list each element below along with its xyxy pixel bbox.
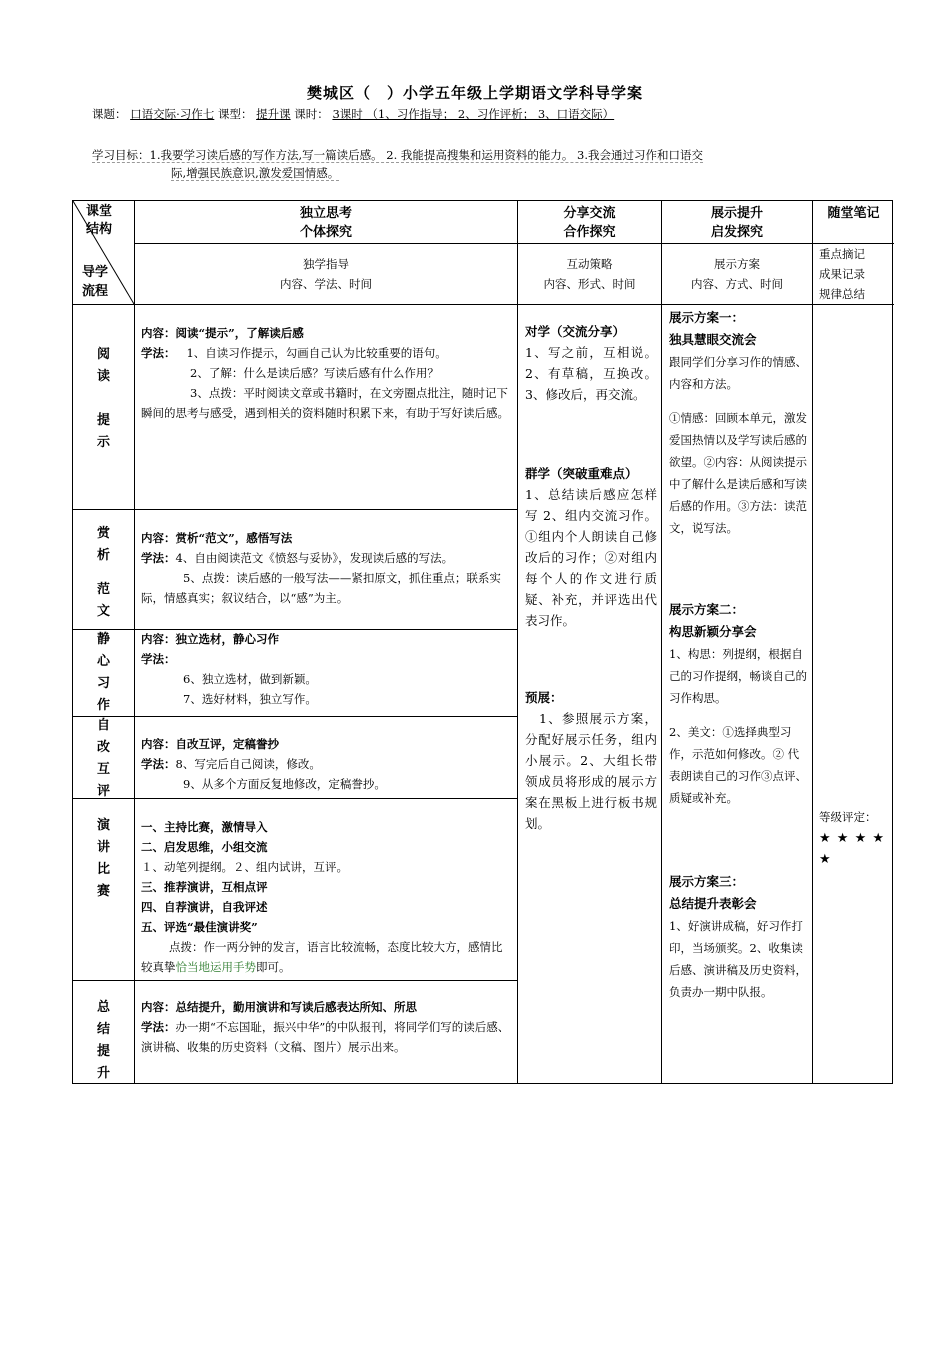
topic-label: 课题： xyxy=(92,107,127,121)
corner-structure-label: 课堂 结构 xyxy=(85,204,112,237)
subheader-interaction: 互动策略 内容、形式、时间 xyxy=(543,257,636,291)
appreciate-content: 内容：赏析“范文”，感悟写法 学法：4、自由阅读范文《愤怒与妥协》，发现读后感的写法。 5、点拨：读后感的一般写法——紧扣原文，抓住重点；联系实际，情感真实；叙议结合，以“感”为主。 xyxy=(141,531,501,605)
page-title: 樊城区（ ）小学五年级上学期语文学科导学案 xyxy=(306,84,643,102)
lesson-meta xyxy=(92,106,614,122)
grade-label: 等级评定： xyxy=(819,810,877,824)
header-share: 分享交流 合作探究 xyxy=(563,206,616,240)
row-label-speech: 演 讲 比 赛 xyxy=(96,818,110,899)
group-study-block: 群学（突破重难点） 1、总结读后感应怎样写 2、组内交流习作。①组内个人朗读自己修改后的习作；②对组内每个人的作文进行质疑、补充，并评选出代表习作。 xyxy=(525,466,657,628)
subheader-scheme: 展示方案 内容、方式、时间 xyxy=(691,257,783,291)
hours-value: 3课时 （1、习作指导； 2、习作评析； 3、口语交际） xyxy=(332,107,615,121)
hours-label: 课时： xyxy=(294,107,329,121)
row-label-reading: 阅 读 提 示 xyxy=(96,347,110,450)
row-label-writing: 静 心 习 作 xyxy=(96,632,110,713)
summary-content: 内容：总结提升，勤用演讲和写读后感表达所知、所思 学法：办一期“不忘国耻，振兴中华”的中队报刊，将同学们写的读后感、演讲稿、收集的历史资料（文稿、图片）展示出来。 xyxy=(141,1000,510,1054)
reading-content: 内容：阅读“提示”，了解读后感 学法： 1、自读习作提示，勾画自己认为比较重要的语句。 2、了解：什么是读后感？写读后感有什么作用？ 3、点拨：平时阅读文章或书籍时，在文旁圈点批注，随时记下瞬间的思考与感受，遇到相关的资料随时积累下来，有助于写好读后感。 xyxy=(141,326,509,420)
topic-value: 口语交际·习作七 xyxy=(130,107,215,121)
display-scheme-1: 展示方案一： 独具慧眼交流会 跟同学们分享习作的情感、内容和方法。 ①情感：回顾本单元，激发爱国热情以及学写读后感的欲望。②内容：从阅读提示中了解什么是读后感和写读后感的作用。③方法：读范文，说写法。 xyxy=(669,310,807,535)
corner-flow-label: 导学 流程 xyxy=(81,265,108,299)
row-label-summary: 总 结 提 升 xyxy=(96,1000,110,1081)
subheader-notes: 重点摘记 成果记录 规律总结 xyxy=(819,247,865,301)
lesson-table xyxy=(72,200,893,1084)
type-value: 提升课 xyxy=(256,107,291,121)
type-label: 课型： xyxy=(217,107,253,121)
grade-stars: ★ ★ ★ ★ ★ xyxy=(819,831,886,867)
gesture-highlight: 恰当地运用手势 xyxy=(175,960,256,974)
pair-study-block: 对学（交流分享） 1、写之前，互相说。2、有草稿，互换改。3、修改后，再交流。 xyxy=(525,324,657,402)
pre-display-block: 预展： 1、参照展示方案，分配好展示任务，组内小展示。2、大组长带领成员将形成的展示方案在黑板上进行板书规划。 xyxy=(525,690,657,831)
header-notes: 随堂笔记 xyxy=(827,206,880,221)
row-label-revise: 自 改 互 评 xyxy=(96,718,110,799)
goals-line-2: 际,增强民族意识,激发爱国情感。 xyxy=(171,166,340,180)
display-scheme-3: 展示方案三： 总结提升表彰会 1、好演讲成稿，好习作打印，当场颁奖。2、收集读后感、演讲稿及历史资料，负责办一期中队报。 xyxy=(669,874,807,999)
speech-content: 一、主持比赛，激情导入 二、启发思维，小组交流 １、动笔列提纲。２、组内试讲，互评。 三、推荐演讲，互相点评 四、自荐演讲，自我评述 五、评选“最佳演讲奖” 点拨：作一两分钟的发言，语言比较流畅，态度比较大方，感情比较真挚恰当地运用手势即可。 xyxy=(141,820,503,974)
learning-goals xyxy=(92,146,872,182)
goals-line-1: 学习目标：1.我要学习读后感的写作方法,写一篇读后感。 2. 我能提高搜集和运用资料的能力。 3.我会通过习作和口语交 xyxy=(92,148,704,162)
revise-content: 内容：自改互评，定稿誊抄 学法：8、写完后自己阅读，修改。 9、从多个方面反复地修改，定稿誊抄。 xyxy=(141,737,386,791)
header-display: 展示提升 启发探究 xyxy=(710,206,763,240)
display-scheme-2: 展示方案二： 构思新颖分享会 1、构思：列提纲，根据自己的习作提纲，畅谈自己的习作构思。 2、美文：①选择典型习作，示范如何修改。② 代表朗读自己的习作③点评、质疑或补充。 xyxy=(669,602,807,805)
row-label-appreciate: 赏 析 范 文 xyxy=(96,526,110,619)
writing-content: 内容：独立选材，静心习作 学法： 6、独立选材，做到新颖。 7、选好材料，独立写作。 xyxy=(141,632,317,706)
subheader-guide: 独学指导 内容、学法、时间 xyxy=(280,257,372,291)
grade-evaluation xyxy=(819,807,893,870)
header-independent: 独立思考 个体探究 xyxy=(299,206,352,240)
